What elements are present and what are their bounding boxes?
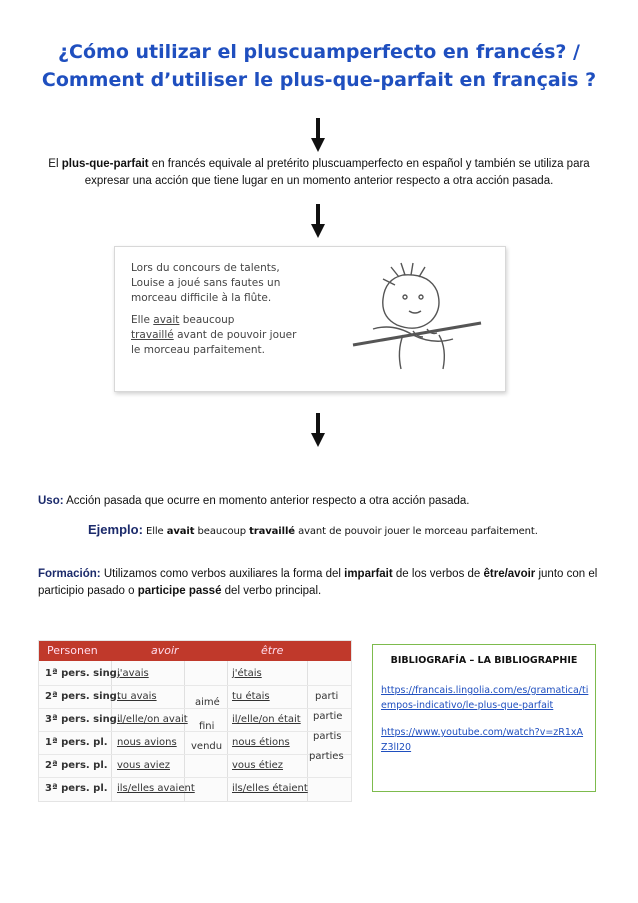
table-row: 2ª pers. pl. vous aviez vous étiez [39, 755, 351, 778]
participle-vendu: vendu [191, 741, 223, 752]
ejemplo-line: Ejemplo: Elle avait beaucoup travaillé avant de pouvoir jouer le morceau parfaitement. [88, 522, 538, 537]
participle-partie: partie [313, 711, 343, 722]
page-title-fr: Comment d’utiliser le plus-que-parfait en français ? [41, 69, 597, 91]
participle-parti: parti [315, 691, 339, 702]
header-avoir: avoir [151, 644, 179, 657]
participle-parties: parties [309, 751, 344, 762]
bibliography-link-youtube[interactable]: https://www.youtube.com/watch?v=zR1xAZ3lI20 [381, 727, 584, 753]
example-card [114, 246, 506, 392]
table-row: 1ª pers. pl. nous avions nous étions [39, 732, 351, 755]
uso-line: Uso: Acción pasada que ocurre en momento anterior respecto a otra acción pasada. [38, 495, 470, 507]
table-row: 3ª pers. pl. ils/elles avaient ils/elles étaient [45, 783, 308, 794]
formacion-paragraph: Formación: Utilizamos como verbos auxiliares la forma del imparfait de los verbos de être/avoir junto con el participio pasado o participe passé del verbo principal. [38, 568, 598, 597]
participle-aime: aimé [195, 697, 220, 708]
down-arrow-icon [311, 413, 325, 447]
bibliography-link-lingolia[interactable]: https://francais.lingolia.com/es/gramatica/tiempos-indicativo/le-plus-que-parfait [381, 685, 589, 711]
header-etre: être [261, 644, 284, 657]
down-arrow-icon [311, 204, 325, 238]
page-title-es: ¿Cómo utilizar el pluscuamperfecto en francés? / [58, 41, 580, 63]
bibliography-heading: BIBLIOGRAFÍA – LA BIBLIOGRAPHIE [390, 655, 578, 666]
bibliography-box [372, 644, 596, 792]
table-row: 2ª pers. sing. tu avais tu étais [39, 686, 351, 709]
example-card-text: Lors du concours de talents, Louise a joué sans fautes un morceau difficile à la flûte. Elle avait beaucoup travaillé avant de pouvoir jouer le morceau parfaitement. [131, 262, 297, 356]
participle-fini: fini [199, 721, 215, 732]
table-row: 1ª pers. sing. j'avais j'étais [39, 663, 351, 686]
header-personen: Personen [47, 644, 98, 657]
table-row: 3ª pers. sing. il/elle/on avait il/elle/on était [39, 709, 351, 732]
participle-partis: partis [313, 731, 342, 742]
down-arrow-icon [311, 118, 325, 152]
flute-player-illustration [343, 257, 493, 379]
intro-paragraph: El plus-que-parfait en francés equivale al pretérito pluscuamperfecto en español y también se utiliza para expresar una acción que tiene lugar en un momento anterior respecto a otra acción pasada. [48, 158, 590, 187]
conjugation-table [38, 640, 352, 802]
table-header [39, 641, 351, 661]
